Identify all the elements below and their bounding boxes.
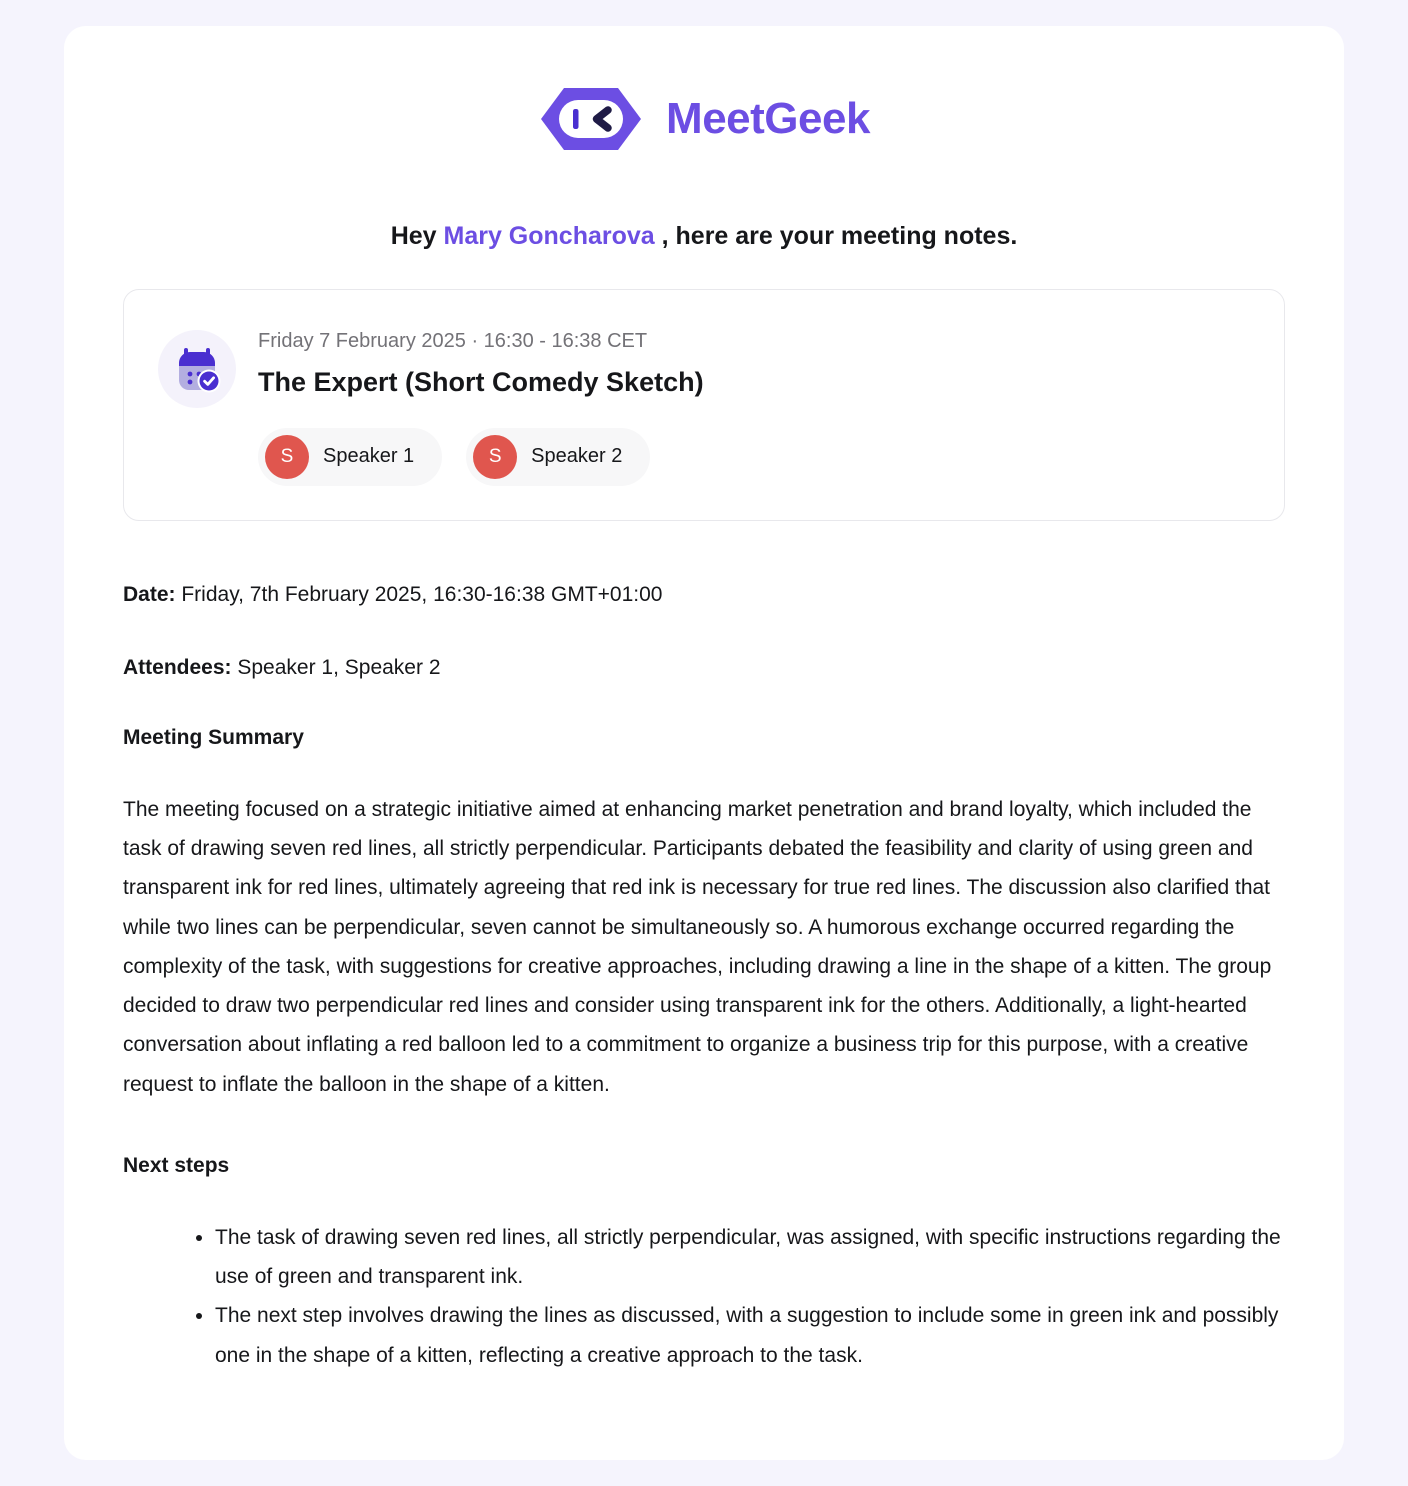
avatar: S (265, 435, 309, 479)
speaker-name: Speaker 1 (323, 445, 415, 468)
greeting-line (64, 222, 1344, 251)
speaker-chip[interactable] (466, 428, 650, 486)
brand-name: MeetGeek (666, 94, 870, 143)
list-item: • The task of drawing seven red lines, all strictly perpendicular, was assigned, with specific instructions regarding the use of green and transparent ink. (215, 1218, 1285, 1297)
meeting-title: The Expert (Short Comedy Sketch) (258, 367, 704, 397)
meeting-info (258, 326, 1250, 486)
next-steps-heading: Next steps (123, 1153, 230, 1177)
greeting-suffix: , here are your meeting notes. (654, 222, 1018, 250)
speaker-chip[interactable] (258, 428, 442, 486)
meeting-info-card[interactable] (123, 289, 1285, 521)
meetgeek-logo-icon (538, 86, 644, 152)
attendees-value: Speaker 1, Speaker 2 (231, 656, 441, 680)
meeting-summary-text: The meeting focused on a strategic initiative aimed at enhancing market penetration and brand loyalty, which included the task of drawing seven red lines, all strictly perpendicular. Participants debated the feasibility and clarity of using green and transparent ink for red lines, ultimately agreeing that red ink is necessary for true red lines. The discussion also clarified that while two lines can be perpendicular, seven cannot be simultaneously so. A humorous exchange occurred regarding the complexity of the task, with suggestions for creative approaches, including drawing a line in the shape of a kitten. The group decided to draw two perpendicular red lines and consider using transparent ink for the others. Additionally, a light-hearted conversation about inflating a red balloon led to a commitment to organize a business trip for this purpose, with a creative request to inflate the balloon in the shape of a kitten. (123, 797, 1272, 1096)
date-label: Date: (123, 582, 176, 606)
avatar: S (473, 435, 517, 479)
notes-body (64, 579, 1344, 1375)
meeting-datetime: Friday 7 February 2025 · 16:30 - 16:38 CET (258, 330, 648, 352)
next-steps-list (123, 1218, 1285, 1375)
brand-header (64, 26, 1344, 152)
date-value: Friday, 7th February 2025, 16:30-16:38 GMT+01:00 (175, 582, 663, 606)
email-body-card (64, 26, 1344, 1460)
speakers-row (258, 428, 1250, 486)
meeting-summary-heading: Meeting Summary (123, 725, 304, 749)
attendees-line (123, 652, 1285, 684)
greeting-prefix: Hey (390, 222, 444, 250)
list-item: • The next step involves drawing the lines as discussed, with a suggestion to include some in green ink and possibly one in the shape of a kitten, reflecting a creative approach to the task. (215, 1296, 1285, 1375)
date-line (123, 579, 1285, 611)
calendar-check-icon (158, 330, 236, 408)
attendees-label: Attendees: (123, 656, 232, 680)
greeting-username: Mary Goncharova (443, 222, 655, 250)
speaker-name: Speaker 2 (531, 445, 623, 468)
